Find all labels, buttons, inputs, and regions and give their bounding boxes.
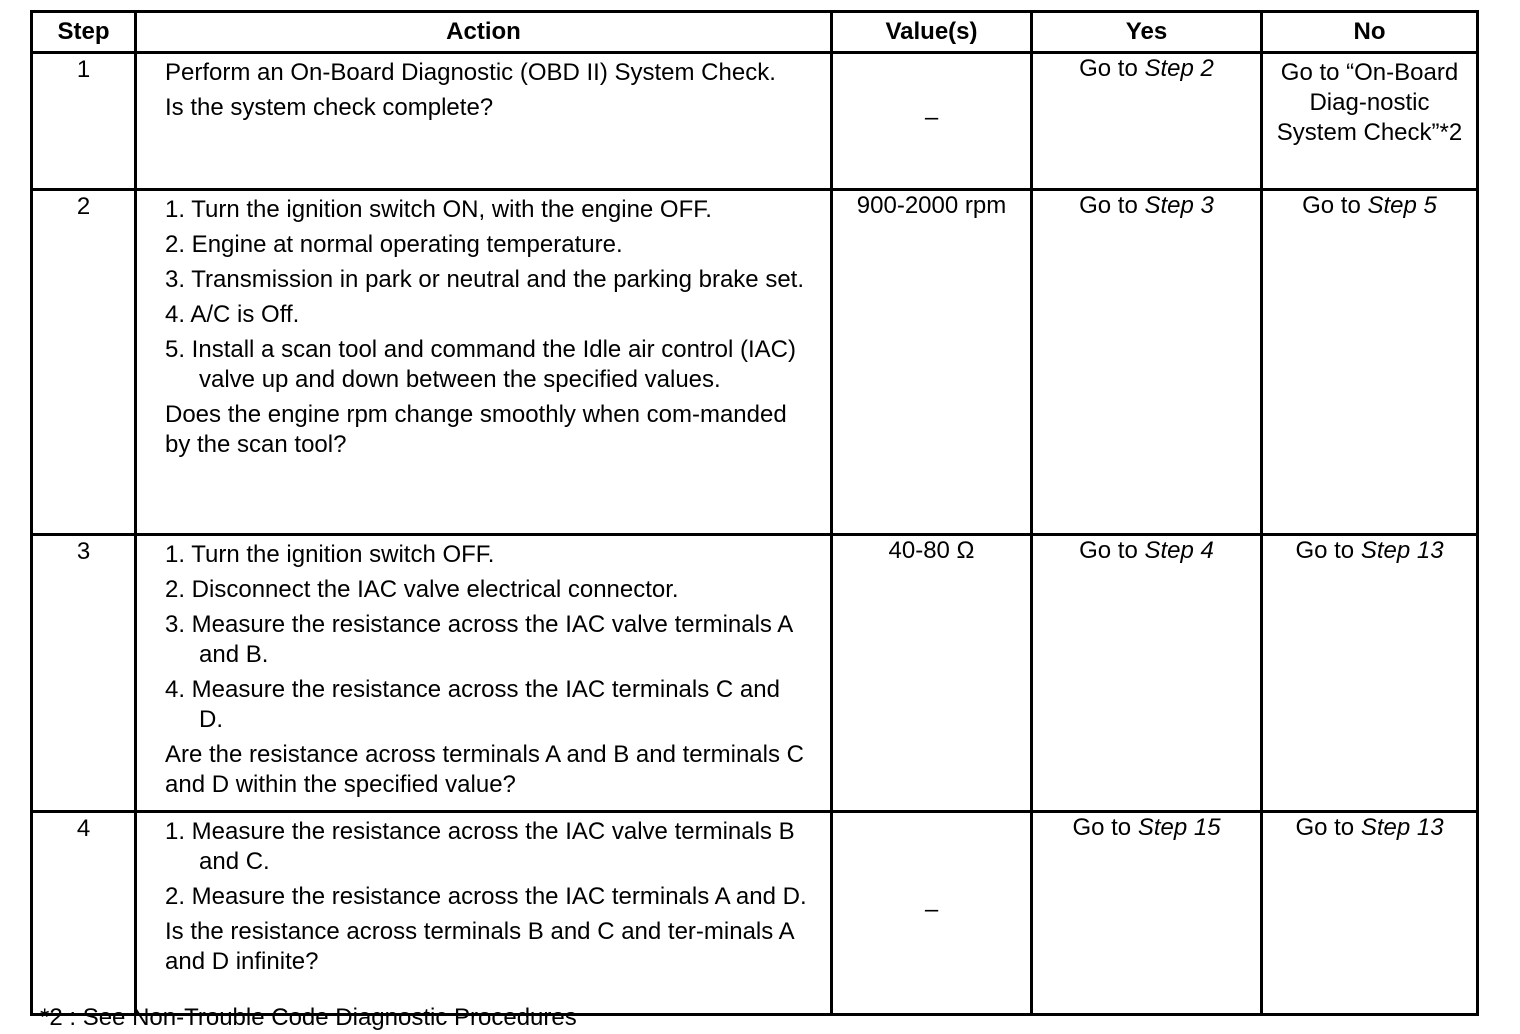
step-number: 1 — [32, 53, 136, 190]
yes-cell — [1032, 535, 1262, 812]
action-item: 2. Disconnect the IAC valve electrical connector. — [165, 576, 679, 603]
header-row — [32, 12, 1478, 53]
yes-cell — [1032, 53, 1262, 190]
no-step-ref: Step 5 — [1367, 192, 1437, 219]
action-question: Does the engine rpm change smoothly when com-manded by the scan tool? — [165, 401, 787, 458]
header-values: Value(s) — [832, 12, 1032, 53]
go-to-label: Go to — [1072, 814, 1138, 841]
footnote: *2 : See Non-Trouble Code Diagnostic Procedures — [40, 1004, 577, 1031]
table-row — [32, 535, 1478, 812]
go-to-label: Go to — [1079, 192, 1145, 219]
no-cell — [1262, 812, 1478, 1015]
diagnostic-table — [30, 10, 1479, 1016]
value-cell: 40-80 Ω — [832, 535, 1032, 812]
step-number: 2 — [32, 190, 136, 535]
yes-step-ref: Step 15 — [1137, 814, 1221, 841]
go-to-label: Go to — [1295, 537, 1361, 564]
action-question: Is the resistance across terminals B and C and ter-minals A and D infinite? — [165, 918, 794, 975]
header-step: Step — [32, 12, 136, 53]
action-item: 1. Measure the resistance across the IAC valve terminals B and C. — [165, 818, 795, 875]
action-item: 2. Measure the resistance across the IAC terminals A and D. — [165, 883, 807, 910]
action-question: Are the resistance across terminals A and B and terminals C and D within the specified value? — [165, 741, 804, 798]
go-to-label: Go to — [1079, 55, 1145, 82]
no-cell — [1262, 190, 1478, 535]
table-row — [32, 190, 1478, 535]
table-row — [32, 53, 1478, 190]
action-item: 4. Measure the resistance across the IAC terminals C and D. — [165, 676, 780, 733]
yes-cell — [1032, 190, 1262, 535]
action-item: 3. Measure the resistance across the IAC valve terminals A and B. — [165, 611, 792, 668]
value-cell: 900-2000 rpm — [832, 190, 1032, 535]
action-item: 3. Transmission in park or neutral and the parking brake set. — [165, 266, 804, 293]
go-to-label: Go to — [1302, 192, 1368, 219]
action-cell — [136, 812, 832, 1015]
table-row — [32, 812, 1478, 1015]
go-to-label: Go to — [1295, 814, 1361, 841]
go-to-label: Go to — [1079, 537, 1145, 564]
yes-step-ref: Step 3 — [1144, 192, 1214, 219]
no-cell: Go to “On-Board Diag-nostic System Check”*2 — [1262, 53, 1478, 190]
action-cell — [136, 535, 832, 812]
yes-step-ref: Step 4 — [1144, 537, 1214, 564]
header-yes: Yes — [1032, 12, 1262, 53]
yes-step-ref: Step 2 — [1144, 55, 1214, 82]
action-cell — [136, 190, 832, 535]
no-cell — [1262, 535, 1478, 812]
action-item: 5. Install a scan tool and command the Idle air control (IAC) valve up and down between the specified values. — [165, 336, 796, 393]
no-step-ref: Step 13 — [1360, 814, 1444, 841]
action-intro: Perform an On-Board Diagnostic (OBD II) System Check. — [165, 59, 776, 86]
yes-cell — [1032, 812, 1262, 1015]
action-item: 2. Engine at normal operating temperature. — [165, 231, 623, 258]
action-item: 1. Turn the ignition switch ON, with the engine OFF. — [165, 196, 712, 223]
action-question: Is the system check complete? — [165, 94, 494, 121]
value-cell: – — [832, 812, 1032, 1015]
action-item: 4. A/C is Off. — [165, 301, 300, 328]
no-step-ref: Step 13 — [1360, 537, 1444, 564]
action-item: 1. Turn the ignition switch OFF. — [165, 541, 495, 568]
header-no: No — [1262, 12, 1478, 53]
header-action: Action — [136, 12, 832, 53]
step-number: 3 — [32, 535, 136, 812]
value-cell: – — [832, 53, 1032, 190]
action-cell — [136, 53, 832, 190]
step-number: 4 — [32, 812, 136, 1015]
